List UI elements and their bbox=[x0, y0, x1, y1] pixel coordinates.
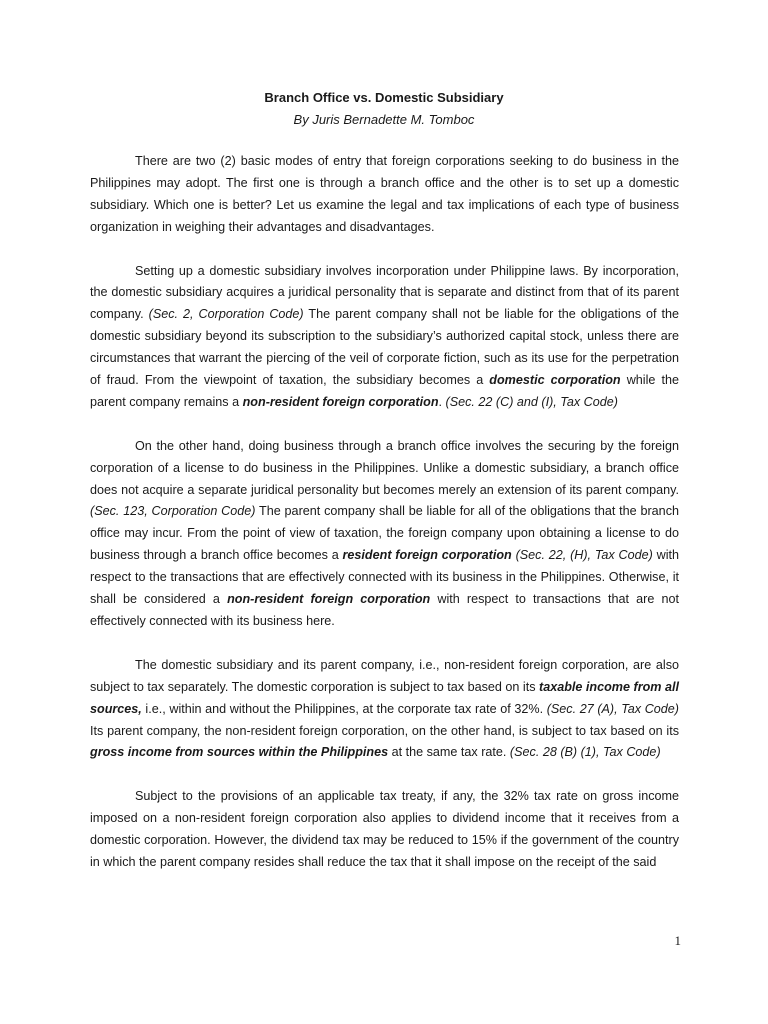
emphasis-term: non-resident foreign corporation bbox=[242, 394, 439, 409]
paragraph-2 bbox=[90, 261, 679, 414]
citation: (Sec. 123, Corporation Code) bbox=[90, 504, 256, 519]
citation: (Sec. 2, Corporation Code) bbox=[148, 307, 304, 322]
paragraph-3 bbox=[90, 436, 679, 633]
paragraph-text: The parent company shall be liable for all of the obligations that the branch office may incur. From the point of view of taxation, the foreign company upon obtaining a license to do business through a branch office becomes a bbox=[90, 504, 679, 563]
paragraph-1 bbox=[90, 151, 679, 239]
citation: (Sec. 28 (B) (1), Tax Code) bbox=[509, 745, 661, 760]
paragraph-text: There are two (2) basic modes of entry that foreign corporations seeking to do business in the Philippines may adopt. The first one is through a branch office and the other is to set up a domestic subsidiary. Which one is better? Let us examine the legal and tax implications of each type of business organization in weighing their advantages and disadvantages. bbox=[90, 154, 679, 234]
citation: (Sec. 22 (C) and (I), Tax Code) bbox=[445, 394, 618, 409]
paragraph-text: . bbox=[438, 394, 446, 409]
emphasis-term: gross income from sources within the Philippines bbox=[90, 745, 389, 760]
paragraph-text: at the same tax rate. bbox=[388, 745, 510, 760]
paragraph-5 bbox=[90, 786, 679, 874]
paragraph-text: with respect to transactions that are not effectively connected with its business here. bbox=[90, 592, 679, 628]
paragraph-text: with respect to the transactions that are effectively connected with its business in the Philippines. Otherwise, it shall be considered a bbox=[90, 548, 679, 607]
paragraph-text: Its parent company, the non-resident foreign corporation, on the other hand, is subject to tax based on its bbox=[90, 723, 679, 738]
paragraph-4 bbox=[90, 655, 679, 765]
paragraph-text: Setting up a domestic subsidiary involves incorporation under Philippine laws. By incorporation, the domestic subsidiary acquires a juridical personality that is separate and distinct from that of its parent company. bbox=[90, 263, 679, 322]
paragraph-text: i.e., within and without the Philippines, at the corporate tax rate of 32%. bbox=[141, 701, 547, 716]
emphasis-term: domestic corporation bbox=[489, 373, 621, 388]
document-body bbox=[90, 151, 679, 896]
document-title: Branch Office vs. Domestic Subsidiary bbox=[264, 90, 504, 105]
citation: (Sec. 22, (H), Tax Code) bbox=[511, 548, 653, 563]
emphasis-term: non-resident foreign corporation bbox=[227, 592, 431, 607]
paragraph-text: The parent company shall not be liable for the obligations of the domestic subsidiary beyond its subscription to the subsidiary’s authorized capital stock, unless there are circumstances that warrant the piercing of the veil of corporate fiction, such as its use for the perpetration of fraud. From the viewpoint of taxation, the subsidiary becomes a bbox=[90, 307, 679, 388]
paragraph-text: The domestic subsidiary and its parent company, i.e., non-resident foreign corporation, are also subject to tax separately. The domestic corporation is subject to tax based on its bbox=[90, 657, 679, 694]
citation: (Sec. 27 (A), Tax Code) bbox=[546, 701, 679, 716]
page-number: 1 bbox=[674, 933, 681, 948]
paragraph-text: while the parent company remains a bbox=[90, 373, 679, 409]
paragraph-text: Subject to the provisions of an applicable tax treaty, if any, the 32% tax rate on gross income imposed on a non-resident foreign corporation also applies to dividend income that it receives from a domestic corporation. However, the dividend tax may be reduced to 15% if the government of the country in which the parent company resides shall reduce the tax that it shall impose on the receipt of the said bbox=[90, 789, 679, 869]
emphasis-term: taxable income from all sources, bbox=[90, 679, 679, 716]
document-author: By Juris Bernadette M. Tomboc bbox=[293, 112, 475, 127]
emphasis-term: resident foreign corporation bbox=[342, 548, 512, 563]
paragraph-text: On the other hand, doing business through a branch office involves the securing by the foreign corporation of a license to do business in the Philippines. Unlike a domestic subsidiary, a branch office does not acquire a separate juridical personality but becomes merely an extension of its parent company. bbox=[90, 438, 679, 497]
